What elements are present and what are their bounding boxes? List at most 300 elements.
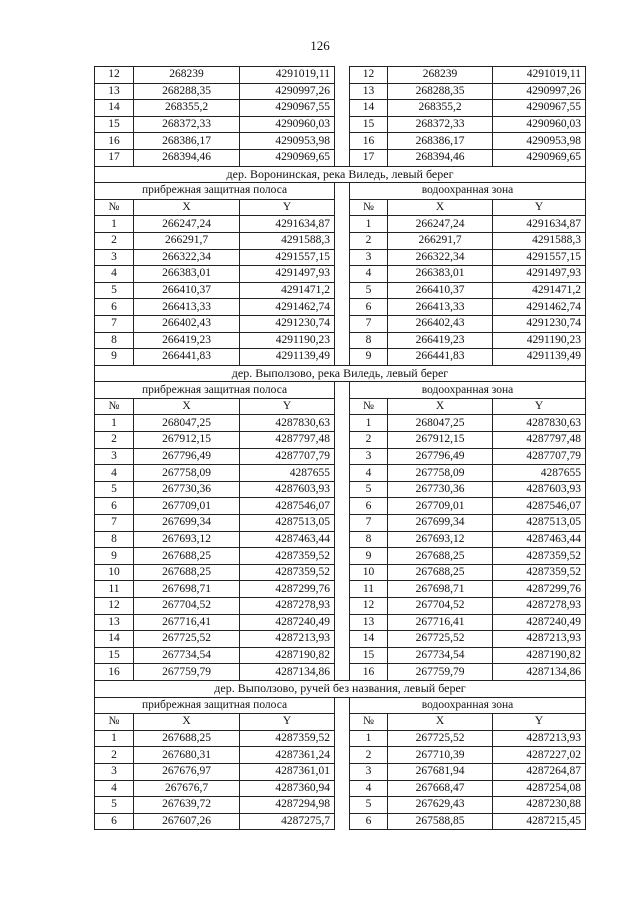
column-gap [335,647,350,664]
column-gap [335,515,350,532]
y-coordinate-cell: 4287294,98 [240,797,335,814]
point-number-cell: 15 [95,116,134,133]
table-row [95,481,586,498]
x-coordinate-cell: 266410,37 [134,282,240,299]
table-row [95,598,586,615]
column-gap [335,465,350,482]
y-coordinate-cell: 4287190,82 [493,647,586,664]
table-row [95,614,586,631]
y-coordinate-cell: 4291139,49 [493,349,586,366]
point-number-cell: 3 [350,763,388,780]
table-row [95,332,586,349]
table-row [95,780,586,797]
y-coordinate-cell: 4290997,26 [240,83,335,100]
point-number-cell: 17 [350,149,388,166]
point-number-cell: 4 [95,266,134,283]
point-number-cell: 1 [350,415,388,432]
x-coordinate-cell: 266247,24 [388,216,493,233]
table-row [95,349,586,366]
y-coordinate-cell: 4291634,87 [240,216,335,233]
point-number-cell: 13 [350,83,388,100]
point-number-cell: 12 [350,67,388,84]
point-number-cell: 14 [350,631,388,648]
table-row [95,67,586,84]
x-coordinate-cell: 267688,25 [388,564,493,581]
point-number-cell: 9 [350,349,388,366]
y-column-header: Y [493,714,586,731]
point-number-cell: 1 [95,216,134,233]
table-row [95,266,586,283]
column-gap [335,249,350,266]
table-row [95,813,586,830]
point-number-cell: 13 [350,614,388,631]
point-number-cell: 6 [350,299,388,316]
y-coordinate-cell: 4287264,87 [493,763,586,780]
y-coordinate-cell: 4290969,65 [240,149,335,166]
y-coordinate-cell: 4287240,49 [240,614,335,631]
x-coordinate-cell: 267693,12 [388,531,493,548]
column-gap [335,531,350,548]
y-coordinate-cell: 4290969,65 [493,149,586,166]
point-number-cell: 2 [95,747,134,764]
point-number-cell: 17 [95,149,134,166]
column-gap [335,763,350,780]
table-row [95,548,586,565]
x-coordinate-cell: 268355,2 [134,100,240,117]
table-row [95,100,586,117]
x-coordinate-cell: 266413,33 [134,299,240,316]
point-number-cell: 7 [95,315,134,332]
x-coordinate-cell: 267607,26 [134,813,240,830]
point-number-cell: 2 [350,432,388,449]
column-gap [335,548,350,565]
table-row [95,282,586,299]
x-coordinate-cell: 266419,23 [134,332,240,349]
table-row [95,515,586,532]
y-coordinate-cell: 4291190,23 [240,332,335,349]
number-column-header: № [95,398,134,415]
y-coordinate-cell: 4287360,94 [240,780,335,797]
y-coordinate-cell: 4287463,44 [240,531,335,548]
column-gap [335,83,350,100]
x-coordinate-cell: 267588,85 [388,813,493,830]
y-coordinate-cell: 4287240,49 [493,614,586,631]
point-number-cell: 14 [95,631,134,648]
y-coordinate-cell: 4291588,3 [493,232,586,249]
x-column-header: X [388,398,493,415]
x-coordinate-cell: 266402,43 [134,315,240,332]
y-coordinate-cell: 4287603,93 [240,481,335,498]
y-coordinate-cell: 4287254,08 [493,780,586,797]
y-coordinate-cell: 4291019,11 [493,67,586,84]
point-number-cell: 2 [95,432,134,449]
zone-labels-row [95,697,586,714]
coordinates-table [94,66,586,830]
x-column-header: X [134,199,240,216]
x-coordinate-cell: 266402,43 [388,315,493,332]
table-row [95,647,586,664]
y-coordinate-cell: 4287797,48 [240,432,335,449]
column-gap [335,797,350,814]
column-gap [335,631,350,648]
point-number-cell: 5 [350,481,388,498]
table-row [95,299,586,316]
x-coordinate-cell: 267716,41 [134,614,240,631]
number-column-header: № [95,199,134,216]
x-coordinate-cell: 268288,35 [388,83,493,100]
column-gap [335,349,350,366]
x-coordinate-cell: 266383,01 [388,266,493,283]
column-gap [335,232,350,249]
x-column-header: X [134,398,240,415]
x-coordinate-cell: 268239 [134,67,240,84]
y-coordinate-cell: 4291634,87 [493,216,586,233]
y-coordinate-cell: 4291588,3 [240,232,335,249]
point-number-cell: 9 [95,349,134,366]
table-row [95,232,586,249]
column-gap [335,664,350,681]
column-gap [335,498,350,515]
point-number-cell: 4 [350,465,388,482]
coastal-protection-strip-label: прибрежная защитная полоса [95,183,335,200]
coastal-protection-strip-label: прибрежная защитная полоса [95,382,335,399]
table-row [95,747,586,764]
point-number-cell: 13 [95,83,134,100]
water-protection-zone-label: водоохранная зона [350,697,586,714]
x-coordinate-cell: 267639,72 [134,797,240,814]
column-gap [335,149,350,166]
table-row [95,448,586,465]
table-row [95,465,586,482]
y-coordinate-cell: 4291557,15 [493,249,586,266]
x-coordinate-cell: 266441,83 [388,349,493,366]
x-coordinate-cell: 267688,25 [134,548,240,565]
y-coordinate-cell: 4290967,55 [493,100,586,117]
x-coordinate-cell: 268372,33 [388,116,493,133]
point-number-cell: 6 [350,498,388,515]
point-number-cell: 1 [95,730,134,747]
zone-labels-row [95,183,586,200]
point-number-cell: 5 [95,797,134,814]
point-number-cell: 13 [95,614,134,631]
y-coordinate-cell: 4287707,79 [240,448,335,465]
table-row [95,432,586,449]
table-row [95,216,586,233]
x-coordinate-cell: 267709,01 [134,498,240,515]
y-coordinate-cell: 4287546,07 [240,498,335,515]
point-number-cell: 3 [350,448,388,465]
point-number-cell: 7 [95,515,134,532]
x-coordinate-cell: 267759,79 [134,664,240,681]
y-coordinate-cell: 4287278,93 [493,598,586,615]
y-coordinate-cell: 4287299,76 [493,581,586,598]
x-coordinate-cell: 267716,41 [388,614,493,631]
table-row [95,116,586,133]
y-coordinate-cell: 4287707,79 [493,448,586,465]
y-coordinate-cell: 4287215,45 [493,813,586,830]
x-coordinate-cell: 267698,71 [134,581,240,598]
table-row [95,133,586,150]
y-coordinate-cell: 4290953,98 [493,133,586,150]
x-coordinate-cell: 267734,54 [388,647,493,664]
y-coordinate-cell: 4287299,76 [240,581,335,598]
coordinates-document [94,66,585,830]
y-coordinate-cell: 4291557,15 [240,249,335,266]
column-gap [335,614,350,631]
y-coordinate-cell: 4291190,23 [493,332,586,349]
x-coordinate-cell: 266322,34 [388,249,493,266]
y-coordinate-cell: 4287134,86 [493,664,586,681]
point-number-cell: 5 [95,481,134,498]
y-coordinate-cell: 4287359,52 [493,548,586,565]
x-coordinate-cell: 267699,34 [134,515,240,532]
y-coordinate-cell: 4287797,48 [493,432,586,449]
column-gap [335,730,350,747]
x-coordinate-cell: 267676,7 [134,780,240,797]
y-coordinate-cell: 4287190,82 [240,647,335,664]
x-coordinate-cell: 266413,33 [388,299,493,316]
x-coordinate-cell: 267629,43 [388,797,493,814]
table-row [95,415,586,432]
table-row [95,797,586,814]
x-coordinate-cell: 266419,23 [388,332,493,349]
y-coordinate-cell: 4290967,55 [240,100,335,117]
column-gap [335,183,350,200]
point-number-cell: 7 [350,315,388,332]
y-coordinate-cell: 4287655 [240,465,335,482]
y-coordinate-cell: 4287230,88 [493,797,586,814]
table-row [95,149,586,166]
point-number-cell: 2 [350,232,388,249]
point-number-cell: 2 [95,232,134,249]
point-number-cell: 14 [350,100,388,117]
y-coordinate-cell: 4287546,07 [493,498,586,515]
y-coordinate-cell: 4287361,24 [240,747,335,764]
x-coordinate-cell: 267730,36 [388,481,493,498]
page-number: 126 [310,38,330,53]
y-coordinate-cell: 4287361,01 [240,763,335,780]
point-number-cell: 12 [350,598,388,615]
column-gap [335,199,350,216]
x-coordinate-cell: 268288,35 [134,83,240,100]
y-coordinate-cell: 4287278,93 [240,598,335,615]
point-number-cell: 4 [350,780,388,797]
water-protection-zone-label: водоохранная зона [350,183,586,200]
x-coordinate-cell: 266291,7 [134,232,240,249]
y-coordinate-cell: 4291230,74 [240,315,335,332]
x-coordinate-cell: 268355,2 [388,100,493,117]
y-coordinate-cell: 4291471,2 [240,282,335,299]
x-coordinate-cell: 267912,15 [388,432,493,449]
point-number-cell: 6 [350,813,388,830]
x-coordinate-cell: 267796,49 [388,448,493,465]
point-number-cell: 8 [95,332,134,349]
point-number-cell: 6 [95,498,134,515]
point-number-cell: 3 [95,249,134,266]
column-gap [335,116,350,133]
column-gap [335,747,350,764]
x-column-header: X [388,199,493,216]
y-coordinate-cell: 4287134,86 [240,664,335,681]
point-number-cell: 11 [350,581,388,598]
column-gap [335,382,350,399]
column-gap [335,481,350,498]
column-gap [335,67,350,84]
x-coordinate-cell: 267912,15 [134,432,240,449]
point-number-cell: 12 [95,67,134,84]
x-coordinate-cell: 267759,79 [388,664,493,681]
column-gap [335,282,350,299]
table-row [95,664,586,681]
y-coordinate-cell: 4287603,93 [493,481,586,498]
x-coordinate-cell: 268239 [388,67,493,84]
x-coordinate-cell: 267796,49 [134,448,240,465]
x-coordinate-cell: 268394,46 [134,149,240,166]
point-number-cell: 7 [350,515,388,532]
x-coordinate-cell: 267710,39 [388,747,493,764]
x-coordinate-cell: 267668,47 [388,780,493,797]
x-coordinate-cell: 267693,12 [134,531,240,548]
column-header-row [95,199,586,216]
y-coordinate-cell: 4287227,02 [493,747,586,764]
point-number-cell: 5 [95,282,134,299]
x-coordinate-cell: 266410,37 [388,282,493,299]
column-gap [335,780,350,797]
column-gap [335,697,350,714]
y-coordinate-cell: 4290953,98 [240,133,335,150]
x-coordinate-cell: 267709,01 [388,498,493,515]
y-coordinate-cell: 4287513,05 [240,515,335,532]
number-column-header: № [350,398,388,415]
column-gap [335,299,350,316]
section-title: дер. Выползово, ручей без названия, левый берег [95,680,586,697]
section-title: дер. Воронинская, река Виледь, левый берег [95,166,586,183]
water-protection-zone-label: водоохранная зона [350,382,586,399]
y-coordinate-cell: 4287463,44 [493,531,586,548]
y-coordinate-cell: 4290960,03 [493,116,586,133]
y-coordinate-cell: 4287359,52 [240,548,335,565]
point-number-cell: 6 [95,299,134,316]
x-coordinate-cell: 267725,52 [134,631,240,648]
x-coordinate-cell: 266322,34 [134,249,240,266]
column-gap [335,315,350,332]
y-coordinate-cell: 4287213,93 [493,730,586,747]
column-gap [335,581,350,598]
point-number-cell: 12 [95,598,134,615]
point-number-cell: 15 [350,116,388,133]
x-coordinate-cell: 267730,36 [134,481,240,498]
x-coordinate-cell: 267758,09 [388,465,493,482]
y-column-header: Y [240,398,335,415]
column-header-row [95,398,586,415]
x-coordinate-cell: 268386,17 [134,133,240,150]
section-title-row [95,680,586,697]
point-number-cell: 4 [95,780,134,797]
point-number-cell: 4 [95,465,134,482]
table-row [95,564,586,581]
number-column-header: № [95,714,134,731]
y-column-header: Y [493,199,586,216]
point-number-cell: 14 [95,100,134,117]
x-coordinate-cell: 267704,52 [134,598,240,615]
point-number-cell: 8 [95,531,134,548]
point-number-cell: 10 [95,564,134,581]
column-gap [335,133,350,150]
zone-labels-row [95,382,586,399]
column-gap [335,432,350,449]
table-row [95,631,586,648]
point-number-cell: 1 [350,730,388,747]
x-coordinate-cell: 267688,25 [134,730,240,747]
y-coordinate-cell: 4291497,93 [240,266,335,283]
point-number-cell: 15 [95,647,134,664]
table-row [95,730,586,747]
point-number-cell: 10 [350,564,388,581]
column-gap [335,448,350,465]
y-coordinate-cell: 4290960,03 [240,116,335,133]
y-coordinate-cell: 4287513,05 [493,515,586,532]
x-coordinate-cell: 268386,17 [388,133,493,150]
point-number-cell: 16 [350,664,388,681]
x-coordinate-cell: 267688,25 [134,564,240,581]
point-number-cell: 4 [350,266,388,283]
point-number-cell: 9 [350,548,388,565]
column-gap [335,564,350,581]
y-coordinate-cell: 4287213,93 [493,631,586,648]
column-gap [335,216,350,233]
y-column-header: Y [493,398,586,415]
column-gap [335,266,350,283]
x-coordinate-cell: 267699,34 [388,515,493,532]
table-row [95,83,586,100]
point-number-cell: 3 [95,763,134,780]
y-coordinate-cell: 4291462,74 [240,299,335,316]
x-coordinate-cell: 267698,71 [388,581,493,598]
point-number-cell: 5 [350,282,388,299]
point-number-cell: 1 [350,216,388,233]
x-coordinate-cell: 266441,83 [134,349,240,366]
point-number-cell: 9 [95,548,134,565]
y-coordinate-cell: 4287213,93 [240,631,335,648]
x-coordinate-cell: 268394,46 [388,149,493,166]
x-coordinate-cell: 267676,97 [134,763,240,780]
y-coordinate-cell: 4291019,11 [240,67,335,84]
table-row [95,581,586,598]
column-header-row [95,714,586,731]
point-number-cell: 16 [95,664,134,681]
y-coordinate-cell: 4287275,7 [240,813,335,830]
point-number-cell: 16 [95,133,134,150]
column-gap [335,100,350,117]
y-coordinate-cell: 4287655 [493,465,586,482]
column-gap [335,714,350,731]
y-column-header: Y [240,714,335,731]
y-coordinate-cell: 4287830,63 [240,415,335,432]
y-coordinate-cell: 4291497,93 [493,266,586,283]
table-row [95,498,586,515]
point-number-cell: 8 [350,531,388,548]
column-gap [335,415,350,432]
y-coordinate-cell: 4291139,49 [240,349,335,366]
y-coordinate-cell: 4287359,52 [240,564,335,581]
point-number-cell: 3 [350,249,388,266]
x-coordinate-cell: 267688,25 [388,548,493,565]
point-number-cell: 11 [95,581,134,598]
table-row [95,315,586,332]
number-column-header: № [350,714,388,731]
y-coordinate-cell: 4287359,52 [240,730,335,747]
section-title-row [95,166,586,183]
